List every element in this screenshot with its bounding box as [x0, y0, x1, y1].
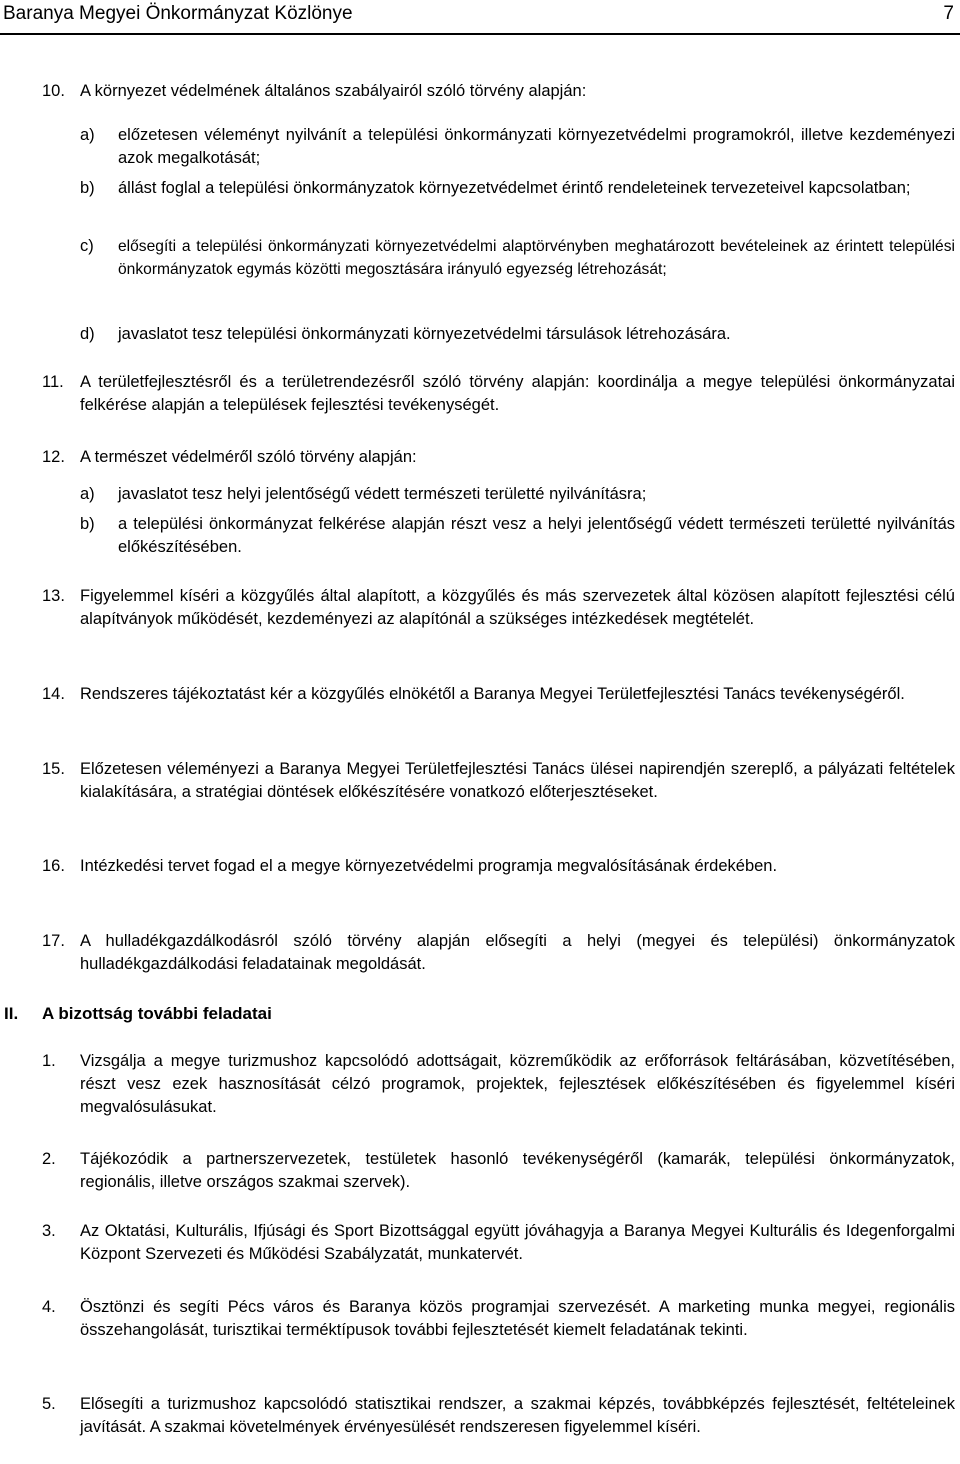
item-number: 11. — [42, 373, 64, 391]
item-number: 2. — [42, 1150, 56, 1168]
subitem-label: a) — [80, 126, 95, 144]
section-2-title: A bizottság további feladatai — [42, 1004, 272, 1023]
subitem-text: állást foglal a települési önkormányzatok környezetvédelmet érintő rendeleteinek tervezeteivel kapcsolatban; — [118, 179, 911, 197]
item-text: Tájékozódik a partnerszervezetek, testületek hasonló tevékenységéről (kamarák, települési önkormányzatok, regionális, illetve országos szakmai szervek). — [80, 1150, 955, 1191]
item-text: Az Oktatási, Kulturális, Ifjúsági és Sport Bizottsággal együtt jóváhagyja a Baranya Megyei Kulturális és Idegenforgalmi Központ Szervezeti és Működési Szabályzatát, munkatervét. — [80, 1222, 955, 1263]
item-text: Rendszeres tájékoztatást kér a közgyűlés elnökétől a Baranya Megyei Területfejlesztési Tanács tevékenységéről. — [80, 685, 905, 703]
item-text: Elősegíti a turizmushoz kapcsolódó statisztikai rendszer, a szakmai képzés, továbbképzés fejlesztését, feltételeinek javítását. A szakmai követelmények érvényesülését rendszeresen figyelemmel kíséri. — [80, 1395, 955, 1436]
item-text: A hulladékgazdálkodásról szóló törvény alapján elősegíti a helyi (megyei és települési) önkormányzatok hulladékgazdálkodási feladatainak megoldását. — [80, 932, 955, 973]
page-header — [0, 0, 960, 30]
subitem-label: a) — [80, 485, 95, 503]
item-text: Vizsgálja a megye turizmushoz kapcsolódó adottságait, közreműködik az erőforrások feltárásában, közvetítésében, részt vesz ezek hasznosítását célzó programok, projektek, fejlesztések előkészítésében és figyelemmel kíséri megvalósulásukat. — [80, 1052, 955, 1116]
item-number: 1. — [42, 1052, 56, 1070]
item-number: 17. — [42, 932, 65, 950]
subitem-label: c) — [80, 237, 94, 255]
gazette-title: Baranya Megyei Önkormányzat Közlönye — [3, 3, 353, 24]
subitem-text: elősegíti a települési önkormányzati környezetvédelmi alaptörvényben meghatározott bevételeinek az érintett települési önkormányzatok egymás közötti megosztására irányuló egyezség létrehozását; — [118, 238, 955, 278]
page-number: 7 — [943, 3, 954, 24]
subitem-label: b) — [80, 515, 95, 533]
item-number: 12. — [42, 448, 65, 466]
item-text: A természet védelméről szóló törvény alapján: — [80, 448, 417, 466]
subitem-text: javaslatot tesz helyi jelentőségű védett természeti területté nyilvánításra; — [118, 485, 647, 503]
item-text: Előzetesen véleményezi a Baranya Megyei Területfejlesztési Tanács ülései napirendjén szereplő, a pályázati feltételek kialakítására, a stratégiai döntések előkészítésére vonatkozó előterjesztéseket. — [80, 760, 955, 801]
item-number: 10. — [42, 82, 65, 100]
item-text: A környezet védelmének általános szabályairól szóló törvény alapján: — [80, 82, 587, 100]
header-rule — [0, 33, 960, 35]
item-number: 4. — [42, 1298, 56, 1316]
subitem-label: d) — [80, 325, 95, 343]
item-number: 3. — [42, 1222, 56, 1240]
item-number: 13. — [42, 587, 65, 605]
item-number: 5. — [42, 1395, 56, 1413]
item-number: 14. — [42, 685, 65, 703]
subitem-text: javaslatot tesz települési önkormányzati környezetvédelmi társulások létrehozására. — [118, 325, 731, 343]
section-2-number: II. — [4, 1004, 19, 1023]
item-text: A területfejlesztésről és a területrendezésről szóló törvény alapján: koordinálja a megye települési önkormányzatai felkérése alapján a települések fejlesztési tevékenységét. — [80, 373, 955, 414]
item-text: Intézkedési tervet fogad el a megye környezetvédelmi programja megvalósításának érdekében. — [80, 857, 778, 875]
subitem-label: b) — [80, 179, 95, 197]
subitem-text: előzetesen véleményt nyilvánít a települési önkormányzati környezetvédelmi programokról, illetve kezdeményezi azok megalkotását; — [118, 126, 955, 167]
subitem-text: a települési önkormányzat felkérése alapján részt vesz a helyi jelentőségű védett természeti területté nyilvánítás előkészítésében. — [118, 515, 955, 556]
item-number: 16. — [42, 857, 65, 875]
item-text: Figyelemmel kíséri a közgyűlés által alapított, a közgyűlés és más szervezetek által közösen alapított fejlesztési célú alapítványok működését, kezdeményezi az alapítónál a szükséges intézkedések megtételét. — [80, 587, 955, 628]
item-number: 15. — [42, 760, 65, 778]
item-text: Ösztönzi és segíti Pécs város és Baranya közös programjai szervezését. A marketing munka megyei, regionális összehangolását, turisztikai terméktípusok további fejlesztetését kiemelt feladatának tekinti. — [80, 1298, 955, 1339]
